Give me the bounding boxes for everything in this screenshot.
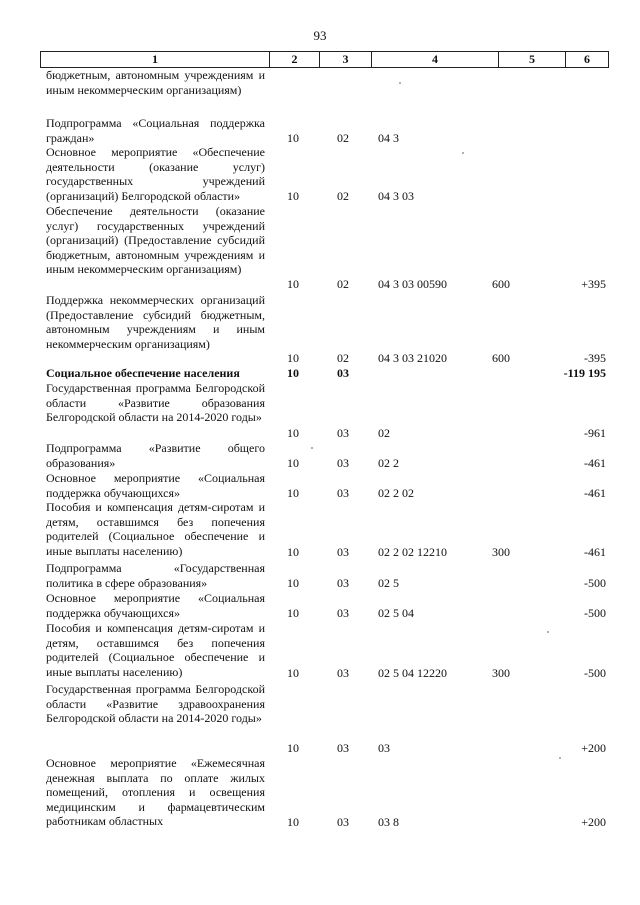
row-section: 10 [287, 741, 299, 755]
row-amount: -500 [584, 576, 606, 590]
row-subsection: 02 [337, 189, 349, 203]
row-expense-type: 300 [492, 666, 510, 680]
row-subsection: 03 [337, 606, 349, 620]
row-section: 10 [287, 576, 299, 590]
scan-speck [547, 631, 549, 633]
row-description: Обеспечение деятельности (оказание услуг) государственных учреждений (организаций) (Предоставление субсидий бюджетным, автономным учреждениям и иным некоммерческим организациям) [46, 204, 265, 276]
row-description: Основное мероприятие «Обеспечение деятельности (оказание услуг) государственных учреждений (организаций) Белгородской области» [46, 145, 265, 203]
row-amount: -961 [584, 426, 606, 440]
row-subsection: 02 [337, 277, 349, 291]
row-amount: +395 [581, 277, 606, 291]
row-target-article: 02 5 [378, 576, 399, 590]
row-section: 10 [287, 131, 299, 145]
header-col-2: 2 [291, 52, 298, 66]
row-target-article: 04 3 [378, 131, 399, 145]
row-section: 10 [287, 351, 299, 365]
row-target-article: 02 5 04 [378, 606, 414, 620]
table-header [40, 51, 609, 68]
header-col-1: 1 [152, 52, 158, 66]
scan-speck [311, 447, 313, 449]
row-subsection: 03 [337, 366, 349, 380]
row-target-article: 02 2 02 [378, 486, 414, 500]
row-section: 10 [287, 189, 299, 203]
row-expense-type: 600 [492, 277, 510, 291]
row-amount: +200 [581, 741, 606, 755]
header-col-6: 6 [584, 52, 590, 66]
row-description: Пособия и компенсация детям-сиротам и детям, оставшимся без попечения родителей (Социальное обеспечение и иные выплаты населению) [46, 500, 265, 558]
row-amount: -395 [584, 351, 606, 365]
row-description: бюджетным, автономным учреждениям и иным некоммерческим организациям) [46, 68, 265, 97]
row-amount: -461 [584, 486, 606, 500]
row-target-article: 04 3 03 21020 [378, 351, 447, 365]
row-description: Основное мероприятие «Социальная поддержка обучающихся» [46, 471, 265, 500]
scan-speck [559, 757, 561, 759]
row-target-article: 04 3 03 00590 [378, 277, 447, 291]
row-subsection: 02 [337, 131, 349, 145]
row-description: Социальное обеспечение населения [46, 366, 240, 380]
row-target-article: 02 5 04 12220 [378, 666, 447, 680]
row-section: 10 [287, 366, 299, 380]
scan-speck [399, 82, 401, 84]
row-subsection: 03 [337, 666, 349, 680]
row-description: Подпрограмма «Социальная поддержка граждан» [46, 116, 265, 145]
row-description: Пособия и компенсация детям-сиротам и детям, оставшимся без попечения родителей (Социальное обеспечение и иные выплаты населению) [46, 621, 265, 679]
column-divider [608, 52, 609, 67]
row-section: 10 [287, 277, 299, 291]
row-amount: -461 [584, 545, 606, 559]
row-expense-type: 300 [492, 545, 510, 559]
row-section: 10 [287, 456, 299, 470]
row-subsection: 03 [337, 741, 349, 755]
row-description: Основное мероприятие «Социальная поддержка обучающихся» [46, 591, 265, 620]
row-description: Подпрограмма «Государственная политика в сфере образования» [46, 561, 265, 590]
row-description: Поддержка некоммерческих организаций (Предоставление субсидий бюджетным, автономным учреждениям и иным некоммерческим организациям) [46, 293, 265, 351]
row-target-article: 04 3 03 [378, 189, 414, 203]
header-col-3: 3 [342, 52, 349, 66]
row-description: Подпрограмма «Развитие общего образования» [46, 441, 265, 470]
row-amount: -461 [584, 456, 606, 470]
row-target-article: 02 2 [378, 456, 399, 470]
row-target-article: 02 [378, 426, 390, 440]
row-amount: -119 195 [563, 366, 606, 380]
row-section: 10 [287, 606, 299, 620]
row-subsection: 03 [337, 486, 349, 500]
row-section: 10 [287, 545, 299, 559]
row-description: Государственная программа Белгородской области «Развитие здравоохранения Белгородской области на 2014-2020 годы» [46, 682, 265, 725]
row-target-article: 02 2 02 12210 [378, 545, 447, 559]
row-expense-type: 600 [492, 351, 510, 365]
row-subsection: 03 [337, 576, 349, 590]
row-amount: -500 [584, 666, 606, 680]
header-col-5: 5 [529, 52, 535, 66]
row-amount: +200 [581, 815, 606, 829]
row-subsection: 03 [337, 426, 349, 440]
row-target-article: 03 [378, 741, 390, 755]
page-number: 93 [313, 28, 327, 43]
row-subsection: 03 [337, 545, 349, 559]
row-description: Государственная программа Белгородской области «Развитие образования Белгородской области на 2014-2020 годы» [46, 381, 265, 424]
scan-speck [462, 152, 464, 154]
row-amount: -500 [584, 606, 606, 620]
row-subsection: 02 [337, 351, 349, 365]
row-description: Основное мероприятие «Ежемесячная денежная выплата по оплате жилых помещений, отопления и освещения медицинским и фармацевтическим работникам областных [46, 756, 265, 828]
row-section: 10 [287, 666, 299, 680]
row-subsection: 03 [337, 815, 349, 829]
row-target-article: 03 8 [378, 815, 399, 829]
row-section: 10 [287, 815, 299, 829]
row-subsection: 03 [337, 456, 349, 470]
header-col-4: 4 [432, 52, 438, 66]
row-section: 10 [287, 486, 299, 500]
row-section: 10 [287, 426, 299, 440]
